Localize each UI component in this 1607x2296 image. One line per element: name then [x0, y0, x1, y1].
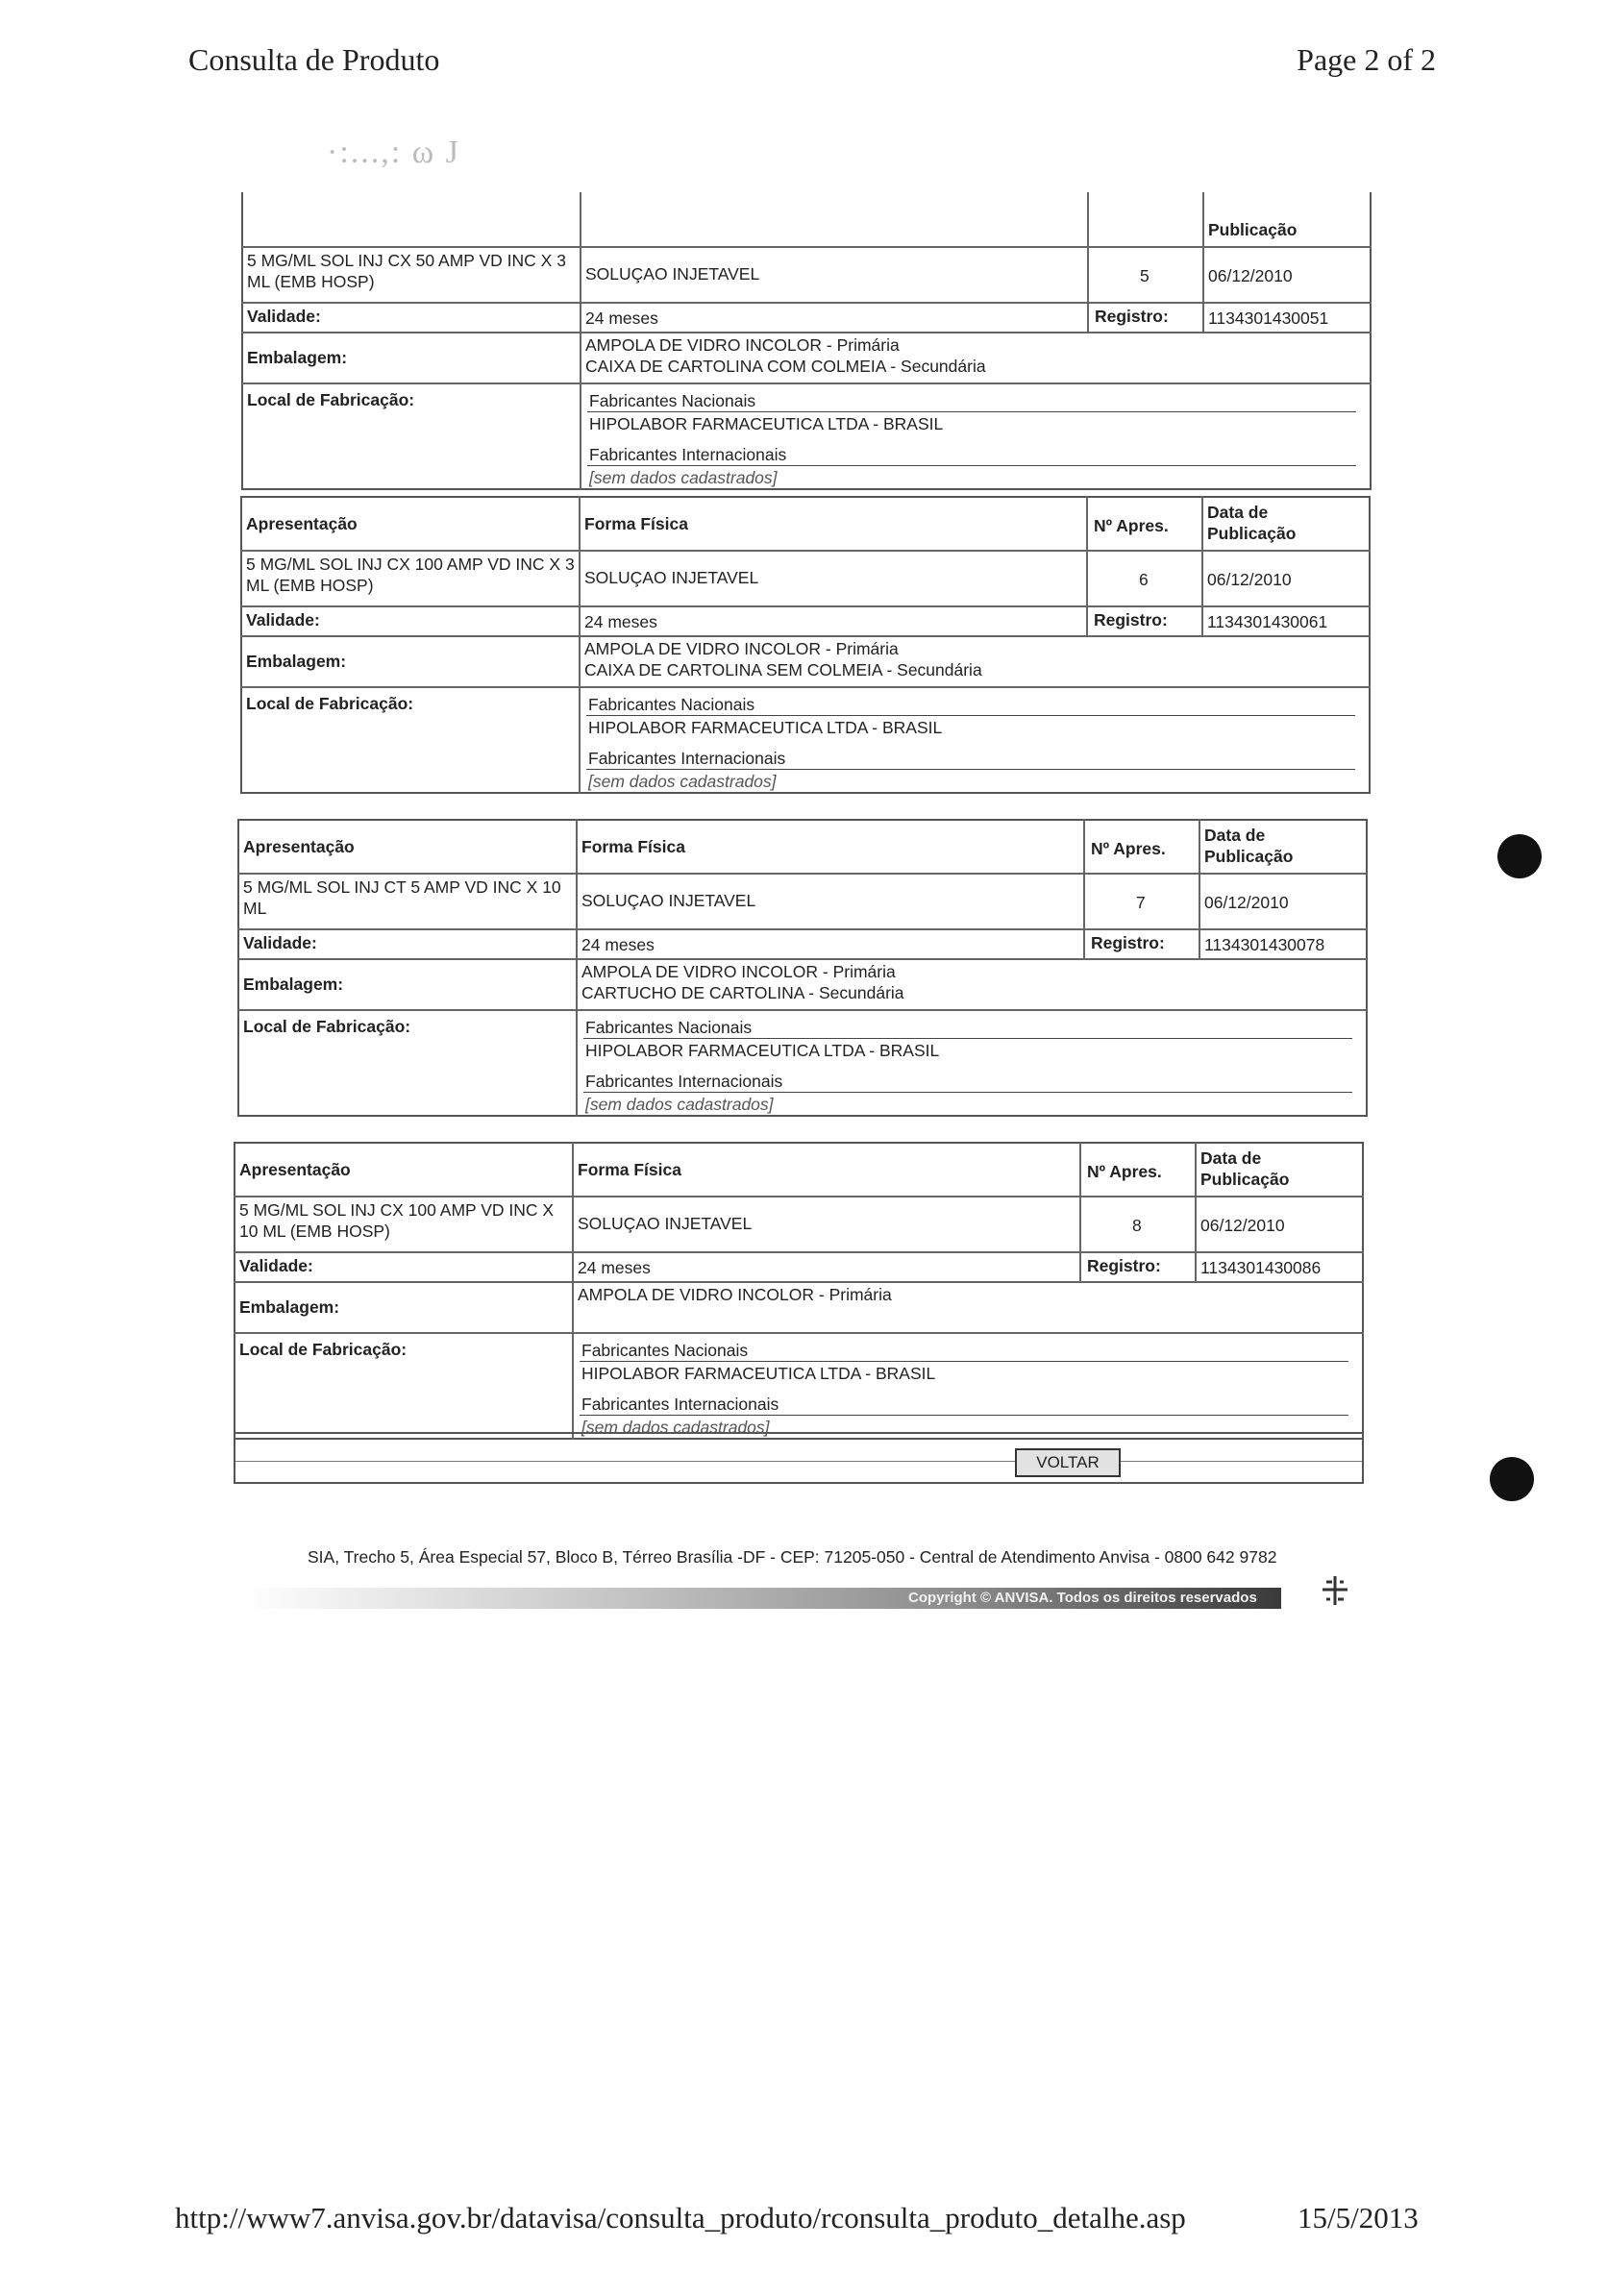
embalagem-primaria: AMPOLA DE VIDRO INCOLOR - Primária	[585, 335, 900, 355]
col-divider	[579, 686, 581, 794]
registro-value: 1134301430078	[1204, 935, 1325, 954]
fabricantes-nacionais-label: Fabricantes Nacionais	[588, 695, 755, 714]
data-de-header: Data de	[1207, 503, 1269, 522]
col-divider	[576, 1009, 578, 1117]
local-fabricacao-label: Local de Fabricação:	[243, 1017, 411, 1036]
embalagem-label: Embalagem:	[247, 348, 348, 367]
validade-value: 24 meses	[585, 309, 658, 328]
voltar-button[interactable]: VOLTAR	[1015, 1448, 1121, 1477]
apresentacao-header: Apresentação	[243, 837, 355, 856]
fabricantes-internacionais-label: Fabricantes Internacionais	[581, 1395, 779, 1414]
col-divider	[1195, 1142, 1197, 1281]
apresentacao-value: 5 MG/ML SOL INJ CX 100 AMP VD INC X	[239, 1200, 555, 1220]
col-divider	[1202, 192, 1204, 332]
row-divider	[241, 383, 1372, 384]
page-number: Page 2 of 2	[1297, 42, 1436, 77]
footer-url: http://www7.anvisa.gov.br/datavisa/consulta_produto/rconsulta_produto_detalhe.asp	[175, 2201, 1186, 2234]
fabricantes-divider	[586, 769, 1355, 770]
apresentacao-value-cont: ML (EMB HOSP)	[246, 576, 374, 595]
apresentacao-header: Apresentação	[239, 1160, 351, 1179]
data-publicacao-value: 06/12/2010	[1208, 266, 1293, 285]
fabricante-nacional: HIPOLABOR FARMACEUTICA LTDA - BRASIL	[589, 414, 944, 433]
col-divider	[1199, 819, 1200, 958]
sem-dados-text: [sem dados cadastrados]	[581, 1418, 770, 1437]
forma-fisica-value: SOLUÇAO INJETAVEL	[584, 568, 759, 587]
forma-fisica-value: SOLUÇAO INJETAVEL	[578, 1214, 753, 1233]
n-apres-header: Nº Apres.	[1091, 839, 1166, 858]
col-divider	[580, 383, 581, 490]
row-divider	[234, 1281, 1364, 1283]
n-apres-value: 8	[1132, 1216, 1142, 1235]
copyright-text: Copyright © ANVISA. Todos os direitos reservados	[908, 1590, 1257, 1606]
fabricantes-internacionais-label: Fabricantes Internacionais	[585, 1072, 783, 1091]
fabricantes-internacionais-label: Fabricantes Internacionais	[588, 749, 786, 768]
row-divider	[234, 1332, 1364, 1334]
scan-hole-mark	[1497, 834, 1542, 878]
embalagem-secundaria: CAIXA DE CARTOLINA COM COLMEIA - Secundária	[585, 357, 986, 376]
data-publicacao-value: 06/12/2010	[1207, 570, 1292, 589]
local-fabricacao-label: Local de Fabricação:	[247, 390, 415, 409]
col-divider	[1086, 496, 1088, 635]
col-divider	[1083, 819, 1085, 958]
registro-value: 1134301430051	[1208, 309, 1329, 328]
apresentacao-value-cont: ML	[243, 899, 267, 918]
footer-date: 15/5/2013	[1298, 2201, 1419, 2234]
col-divider	[572, 1142, 574, 1332]
col-divider	[572, 1332, 574, 1440]
publicacao-header: Publicação	[1207, 524, 1297, 543]
fabricantes-nacionais-label: Fabricantes Nacionais	[589, 391, 756, 410]
n-apres-value: 5	[1140, 266, 1150, 285]
apresentacao-header: Apresentação	[246, 514, 358, 533]
registro-label: Registro:	[1095, 307, 1169, 326]
col-divider	[1079, 1142, 1081, 1281]
validade-label: Validade:	[243, 933, 317, 952]
action-bar	[234, 1432, 1364, 1484]
apresentacao-value-cont: 10 ML (EMB HOSP)	[239, 1222, 390, 1241]
apresentacao-value-cont: ML (EMB HOSP)	[247, 272, 375, 291]
col-divider	[579, 496, 581, 686]
validade-label: Validade:	[246, 610, 320, 630]
validade-label: Validade:	[247, 307, 321, 326]
col-divider	[576, 819, 578, 1009]
scan-hole-mark	[1490, 1457, 1534, 1501]
data-de-header: Data de	[1204, 826, 1266, 845]
sem-dados-text: [sem dados cadastrados]	[588, 772, 777, 791]
fabricantes-divider	[587, 465, 1356, 466]
registro-value: 1134301430061	[1207, 612, 1328, 631]
row-divider	[240, 635, 1371, 637]
fabricantes-divider	[580, 1361, 1348, 1362]
fabricantes-nacionais-label: Fabricantes Nacionais	[581, 1341, 749, 1360]
publicacao-header: Publicação	[1200, 1170, 1290, 1189]
fabricante-nacional: HIPOLABOR FARMACEUTICA LTDA - BRASIL	[585, 1041, 940, 1060]
local-fabricacao-label: Local de Fabricação:	[246, 694, 414, 713]
validade-value: 24 meses	[584, 612, 657, 631]
apresentacao-value: 5 MG/ML SOL INJ CX 100 AMP VD INC X 3	[246, 555, 575, 574]
fabricantes-divider	[583, 1092, 1352, 1093]
fabricantes-nacionais-label: Fabricantes Nacionais	[585, 1018, 753, 1037]
embalagem-label: Embalagem:	[239, 1297, 340, 1317]
n-apres-value: 7	[1136, 893, 1146, 912]
col-divider	[1201, 496, 1203, 635]
n-apres-header: Nº Apres.	[1094, 516, 1169, 535]
forma-fisica-header: Forma Física	[584, 514, 688, 533]
apresentacao-value: 5 MG/ML SOL INJ CX 50 AMP VD INC X 3	[247, 251, 566, 270]
n-apres-header: Nº Apres.	[1087, 1162, 1162, 1181]
col-divider	[580, 192, 581, 383]
data-publicacao-value: 06/12/2010	[1200, 1216, 1285, 1235]
embalagem-label: Embalagem:	[243, 975, 344, 994]
validade-value: 24 meses	[581, 935, 655, 954]
fabricantes-internacionais-label: Fabricantes Internacionais	[589, 445, 787, 464]
embalagem-primaria: AMPOLA DE VIDRO INCOLOR - Primária	[584, 639, 899, 658]
forma-fisica-header: Forma Física	[578, 1160, 681, 1179]
fabricante-nacional: HIPOLABOR FARMACEUTICA LTDA - BRASIL	[588, 718, 943, 737]
local-fabricacao-label: Local de Fabricação:	[239, 1340, 408, 1359]
forma-fisica-value: SOLUÇAO INJETAVEL	[581, 891, 756, 910]
embalagem-primaria: AMPOLA DE VIDRO INCOLOR - Primária	[578, 1285, 892, 1304]
fabricantes-divider	[586, 715, 1355, 716]
data-publicacao-value: 06/12/2010	[1204, 893, 1289, 912]
page-title: Consulta de Produto	[188, 42, 440, 77]
n-apres-value: 6	[1139, 570, 1149, 589]
row-divider	[237, 1009, 1368, 1011]
validade-label: Validade:	[239, 1256, 313, 1275]
validade-value: 24 meses	[578, 1258, 651, 1277]
embalagem-secundaria: CARTUCHO DE CARTOLINA - Secundária	[581, 983, 904, 1002]
row-divider	[237, 958, 1368, 960]
col-divider	[1087, 192, 1089, 332]
fabricante-nacional: HIPOLABOR FARMACEUTICA LTDA - BRASIL	[581, 1364, 936, 1383]
embalagem-secundaria: CAIXA DE CARTOLINA SEM COLMEIA - Secundária	[584, 660, 982, 679]
sem-dados-text: [sem dados cadastrados]	[585, 1095, 774, 1114]
publicacao-header: Publicação	[1208, 220, 1298, 239]
fabricantes-divider	[587, 411, 1356, 412]
publicacao-header: Publicação	[1204, 847, 1294, 866]
row-divider	[241, 332, 1372, 333]
registro-label: Registro:	[1094, 610, 1168, 630]
registro-value: 1134301430086	[1200, 1258, 1322, 1277]
registro-label: Registro:	[1091, 933, 1165, 952]
fabricantes-divider	[580, 1415, 1348, 1416]
data-de-header: Data de	[1200, 1148, 1262, 1168]
forma-fisica-header: Forma Física	[581, 837, 685, 856]
fabricantes-divider	[583, 1038, 1352, 1039]
address-text: SIA, Trecho 5, Área Especial 57, Bloco B, Térreo Brasília -DF - CEP: 71205-050 - Central de Atendimento Anvisa - 0800 642 9782	[308, 1547, 1277, 1567]
anvisa-logo-icon	[1317, 1572, 1353, 1609]
embalagem-label: Embalagem:	[246, 652, 347, 671]
forma-fisica-value: SOLUÇAO INJETAVEL	[585, 264, 760, 284]
row-divider	[240, 686, 1371, 688]
sem-dados-text: [sem dados cadastrados]	[589, 468, 778, 487]
stamp-mark: ·:...,: ω J	[327, 135, 460, 170]
apresentacao-value: 5 MG/ML SOL INJ CT 5 AMP VD INC X 10	[243, 877, 561, 897]
registro-label: Registro:	[1087, 1256, 1161, 1275]
embalagem-primaria: AMPOLA DE VIDRO INCOLOR - Primária	[581, 962, 896, 981]
